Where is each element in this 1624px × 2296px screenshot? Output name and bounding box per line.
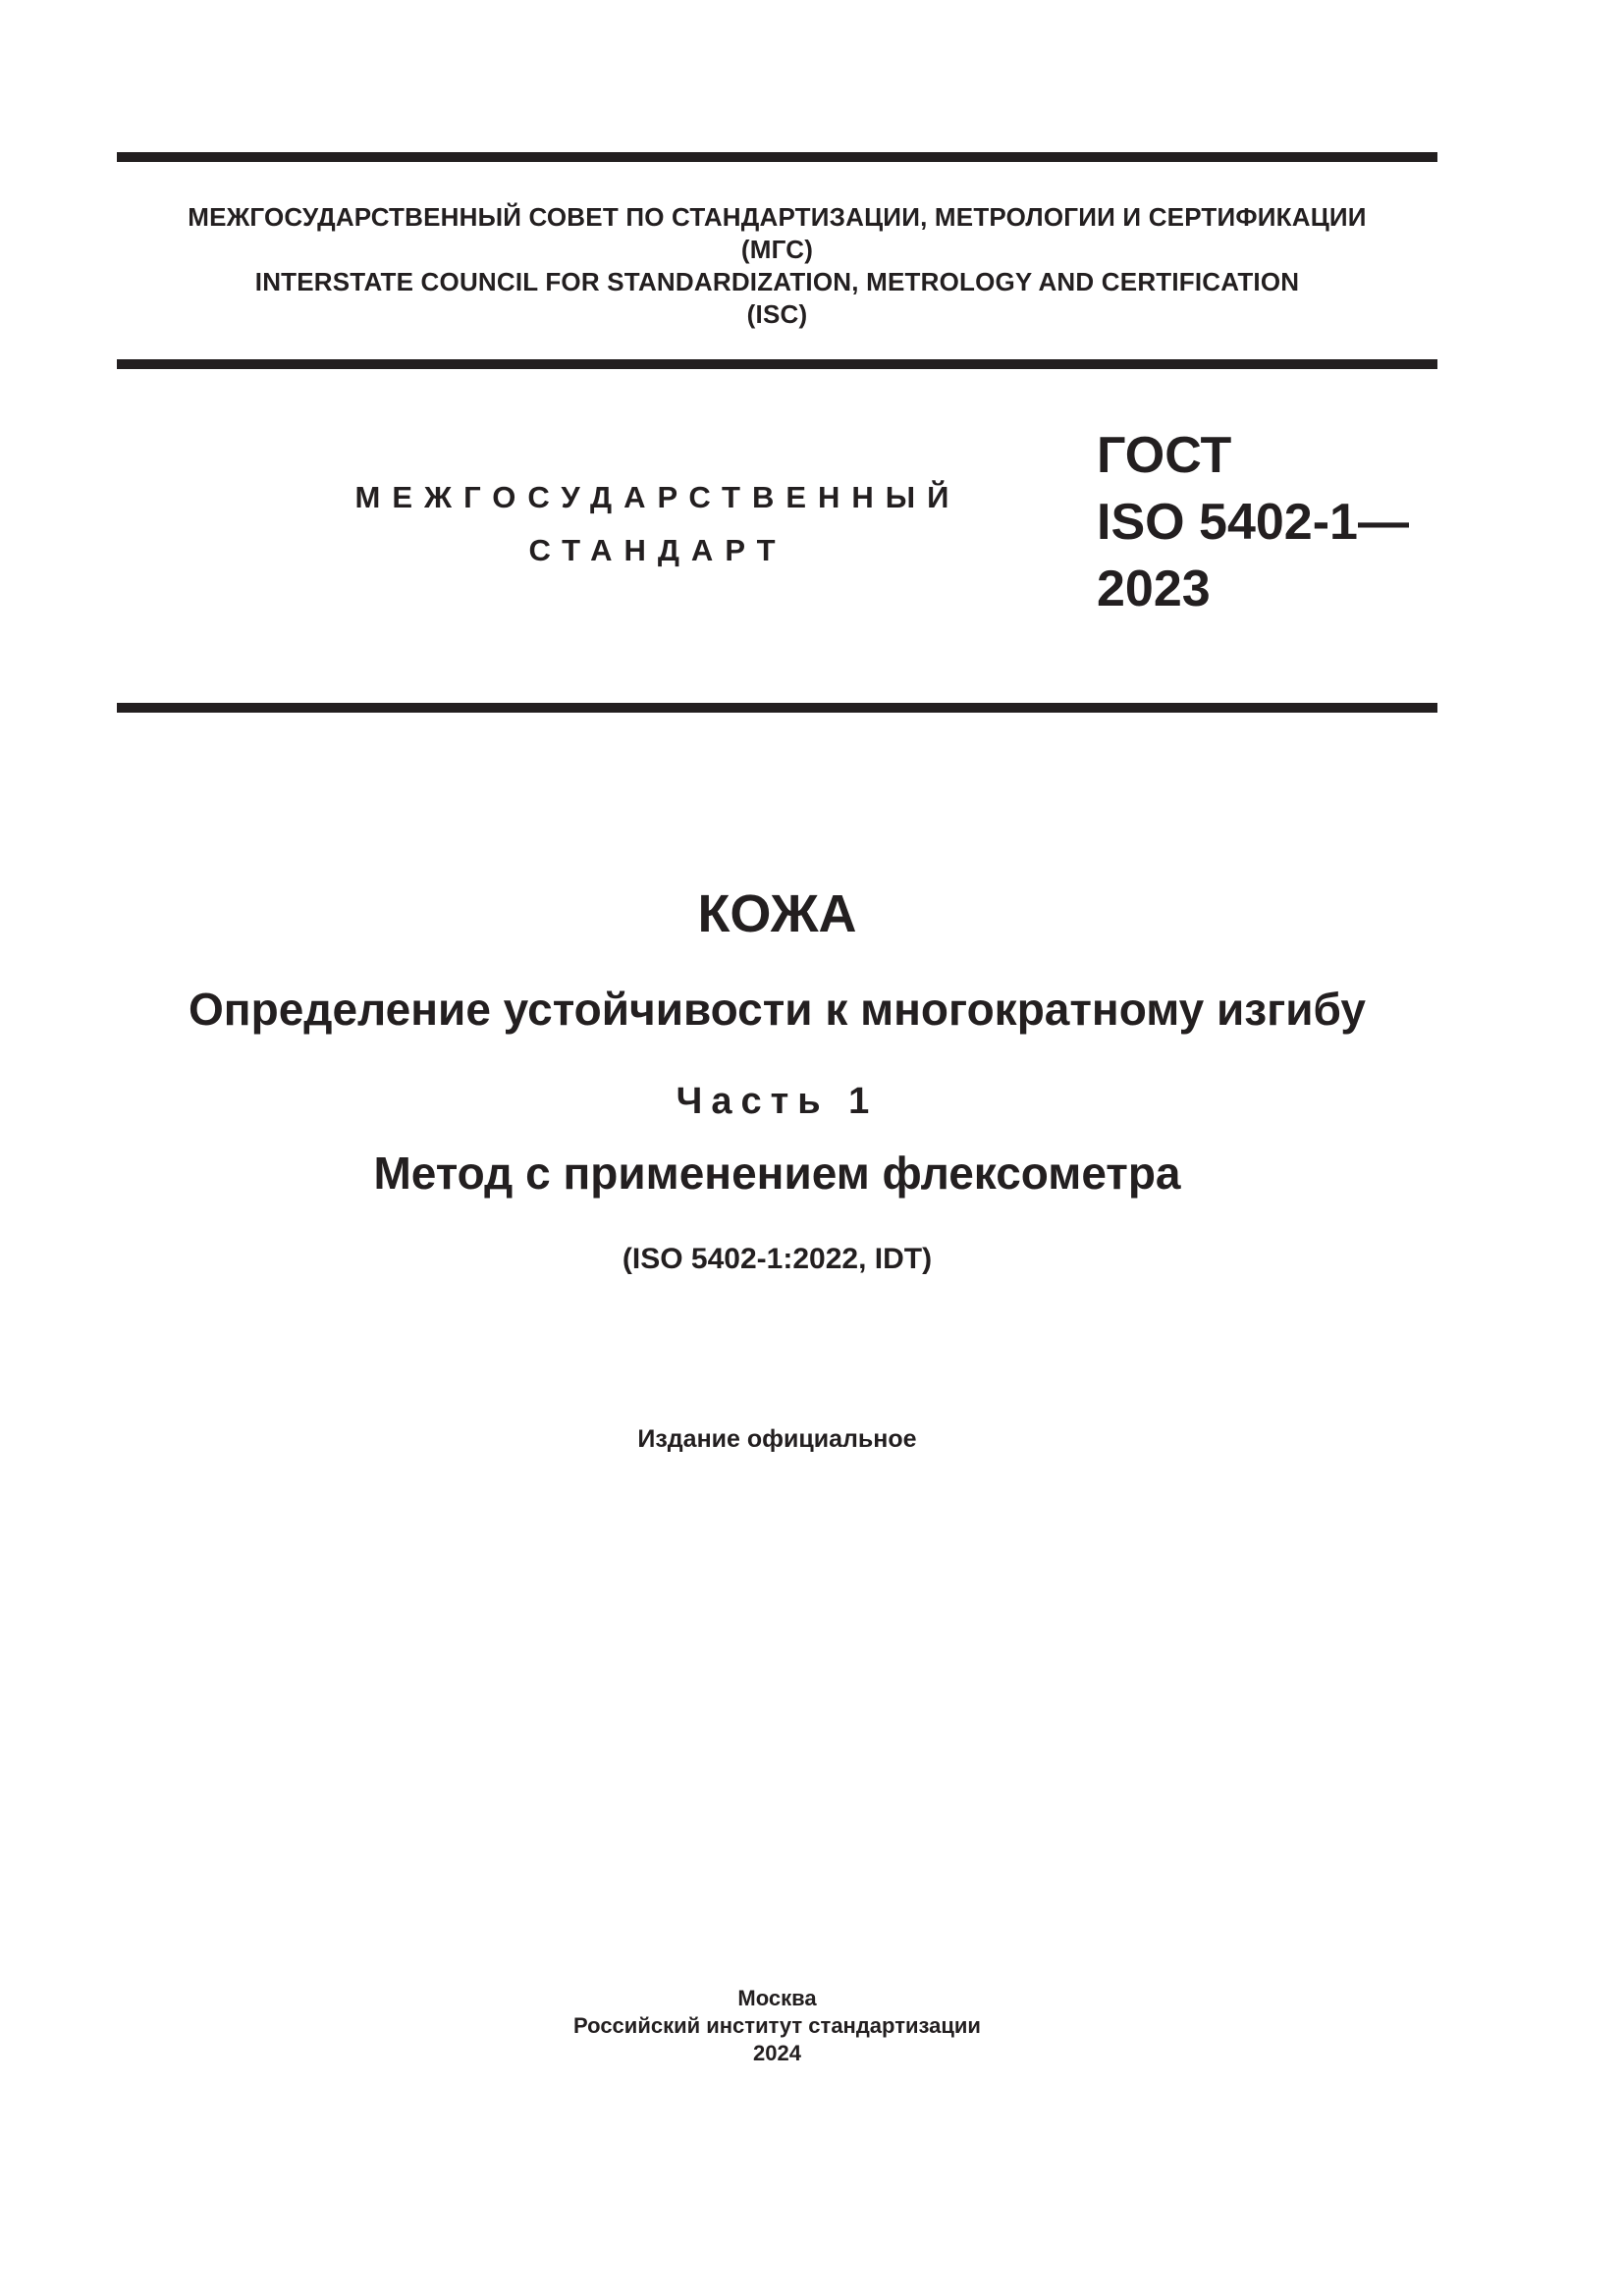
council-en-name: INTERSTATE COUNCIL FOR STANDARDIZATION, METROLOGY AND CERTIFICATION xyxy=(254,267,1300,296)
standard-code-line3: 2023 xyxy=(1097,561,1211,617)
standard-type-line2: СТАНДАРТ xyxy=(528,533,787,567)
standard-type-line1: МЕЖГОСУДАРСТВЕННЫЙ xyxy=(354,480,961,514)
council-bottom-rule xyxy=(117,359,1437,369)
standard-type xyxy=(334,471,982,577)
top-rule xyxy=(117,152,1437,162)
header-bottom-rule xyxy=(117,703,1437,713)
standard-code-line1: ГОСТ xyxy=(1097,427,1232,484)
council-header xyxy=(117,201,1437,331)
imprint-publisher: Российский институт стандартизации xyxy=(573,2013,981,2038)
iso-reference: (ISO 5402-1:2022, IDT) xyxy=(622,1243,933,1275)
standard-code xyxy=(1097,422,1409,622)
council-ru-abbr: (МГС) xyxy=(740,235,814,264)
document-title: КОЖА xyxy=(697,884,857,943)
document-part: Часть 1 xyxy=(676,1081,879,1122)
council-ru-name: МЕЖГОСУДАРСТВЕННЫЙ СОВЕТ ПО СТАНДАРТИЗАЦИИ, МЕТРОЛОГИИ И СЕРТИФИКАЦИИ xyxy=(188,202,1367,232)
imprint-city: Москва xyxy=(737,1986,817,2010)
council-en-abbr: (ISC) xyxy=(746,299,808,329)
edition-note: Издание официальное xyxy=(637,1425,917,1453)
standard-code-line2: ISO 5402-1— xyxy=(1097,494,1409,551)
imprint-year: 2024 xyxy=(753,2041,801,2065)
imprint xyxy=(117,1985,1437,2067)
document-part-title: Метод с применением флексометра xyxy=(373,1148,1181,1199)
document-subtitle: Определение устойчивости к многократному изгибу xyxy=(189,984,1366,1035)
